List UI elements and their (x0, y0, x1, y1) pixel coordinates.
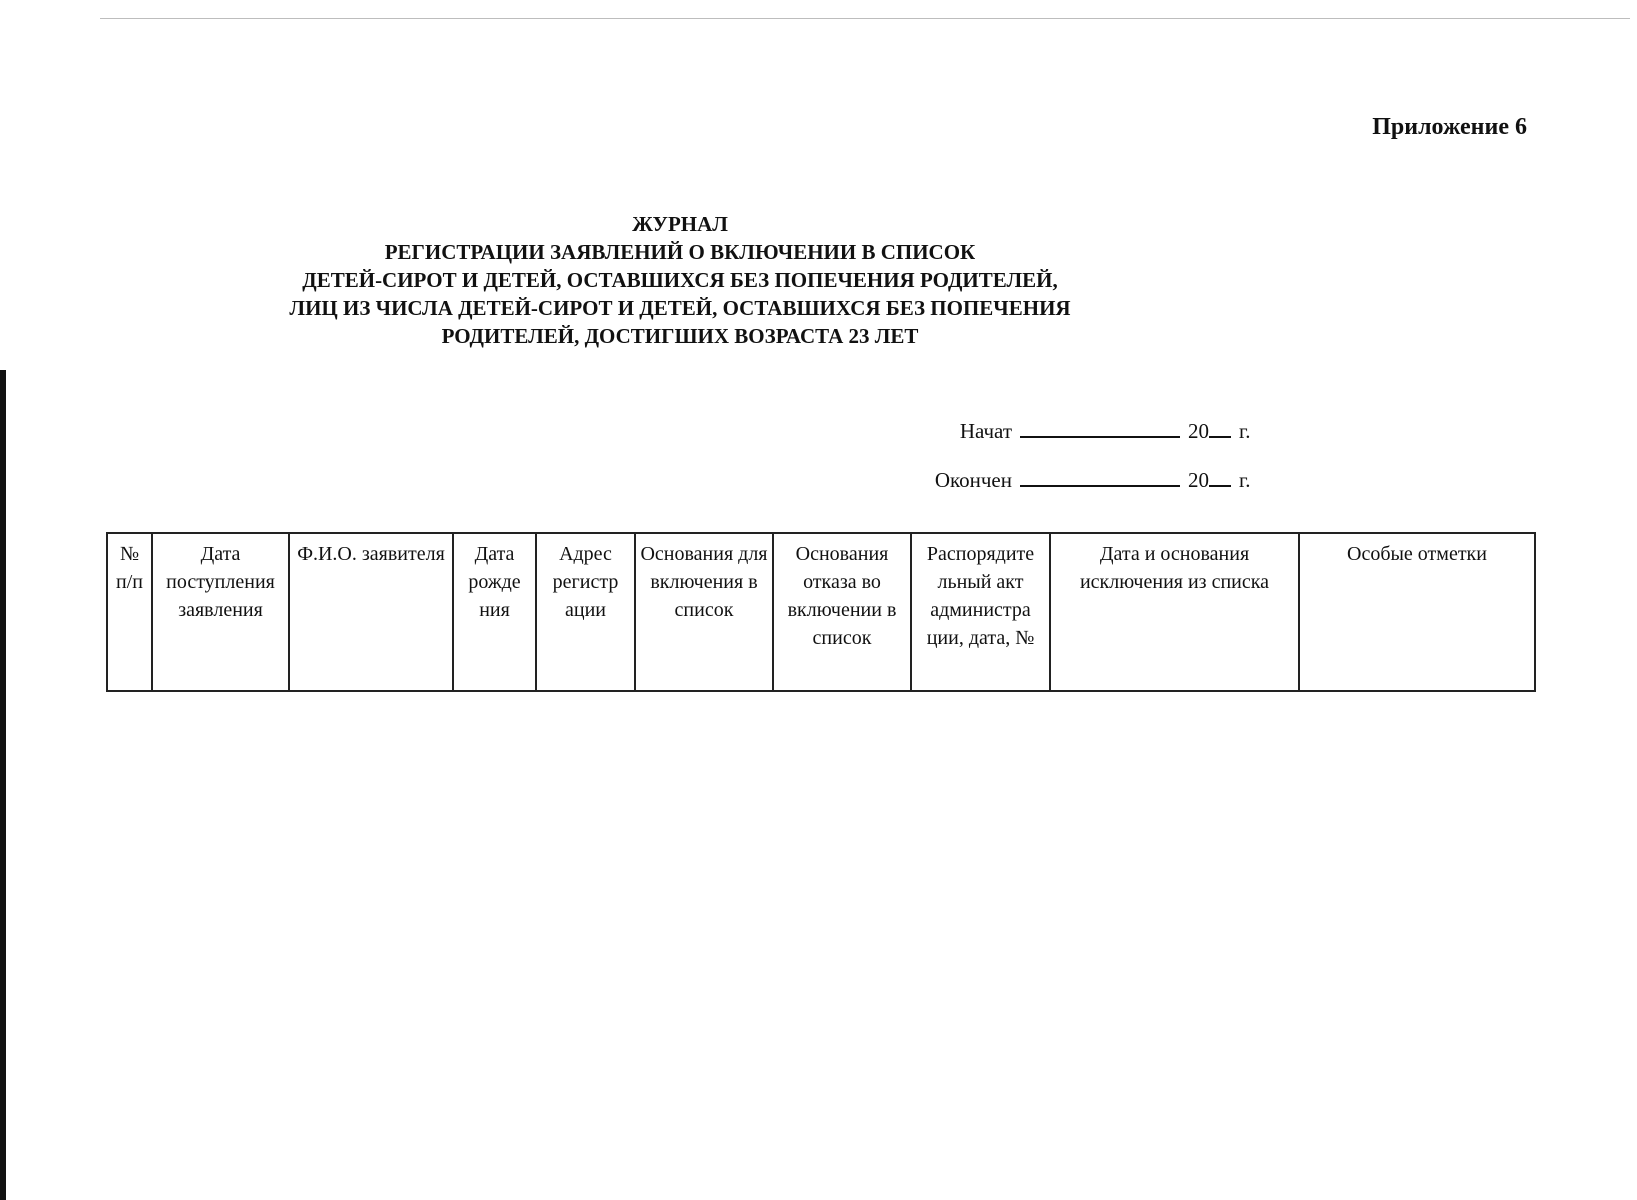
ended-year-suffix: г. (1239, 468, 1251, 492)
started-date-row (880, 418, 1260, 444)
ended-year-prefix: 20 (1188, 468, 1209, 492)
column-header-applicant-name: Ф.И.О. заявителя (289, 533, 453, 691)
column-header-application-date: Дата поступления заявления (152, 533, 289, 691)
title-line-4: ЛИЦ ИЗ ЧИСЛА ДЕТЕЙ-СИРОТ И ДЕТЕЙ, ОСТАВШИХСЯ БЕЗ ПОПЕЧЕНИЯ (289, 296, 1071, 320)
scan-artifact-top-line (100, 18, 1630, 19)
ended-label: Окончен (934, 468, 1012, 492)
started-year-suffix: г. (1239, 419, 1251, 443)
ended-year-blank (1209, 467, 1231, 487)
scan-artifact-left-edge (0, 370, 6, 1200)
column-header-registration-address: Адрес регистр ации (536, 533, 635, 691)
appendix-label: Приложение 6 (1372, 114, 1527, 140)
column-header-administrative-act: Распорядите льный акт администра ции, дата, № (911, 533, 1050, 691)
title-line-1: ЖУРНАЛ (632, 212, 728, 236)
title-line-3: ДЕТЕЙ-СИРОТ И ДЕТЕЙ, ОСТАВШИХСЯ БЕЗ ПОПЕЧЕНИЯ РОДИТЕЛЕЙ, (302, 268, 1058, 292)
column-header-birth-date: Дата рожде ния (453, 533, 536, 691)
column-header-refusal-grounds: Основания отказа во включении в список (773, 533, 911, 691)
document-title (180, 210, 1180, 350)
column-header-inclusion-grounds: Основания для включения в список (635, 533, 773, 691)
column-header-number: № п/п (107, 533, 152, 691)
registration-journal-table (106, 532, 1536, 692)
column-header-exclusion-date-grounds: Дата и основания исключения из списка (1050, 533, 1299, 691)
column-header-special-notes: Особые отметки (1299, 533, 1535, 691)
started-year-blank (1209, 418, 1231, 438)
title-line-5: РОДИТЕЛЕЙ, ДОСТИГШИХ ВОЗРАСТА 23 ЛЕТ (441, 324, 919, 348)
started-date-blank (1020, 418, 1180, 438)
started-year-prefix: 20 (1188, 419, 1209, 443)
started-label: Начат (959, 419, 1012, 443)
title-line-2: РЕГИСТРАЦИИ ЗАЯВЛЕНИЙ О ВКЛЮЧЕНИИ В СПИСОК (384, 240, 976, 264)
ended-date-row (880, 467, 1260, 493)
table-header-row (107, 533, 1535, 691)
ended-date-blank (1020, 467, 1180, 487)
